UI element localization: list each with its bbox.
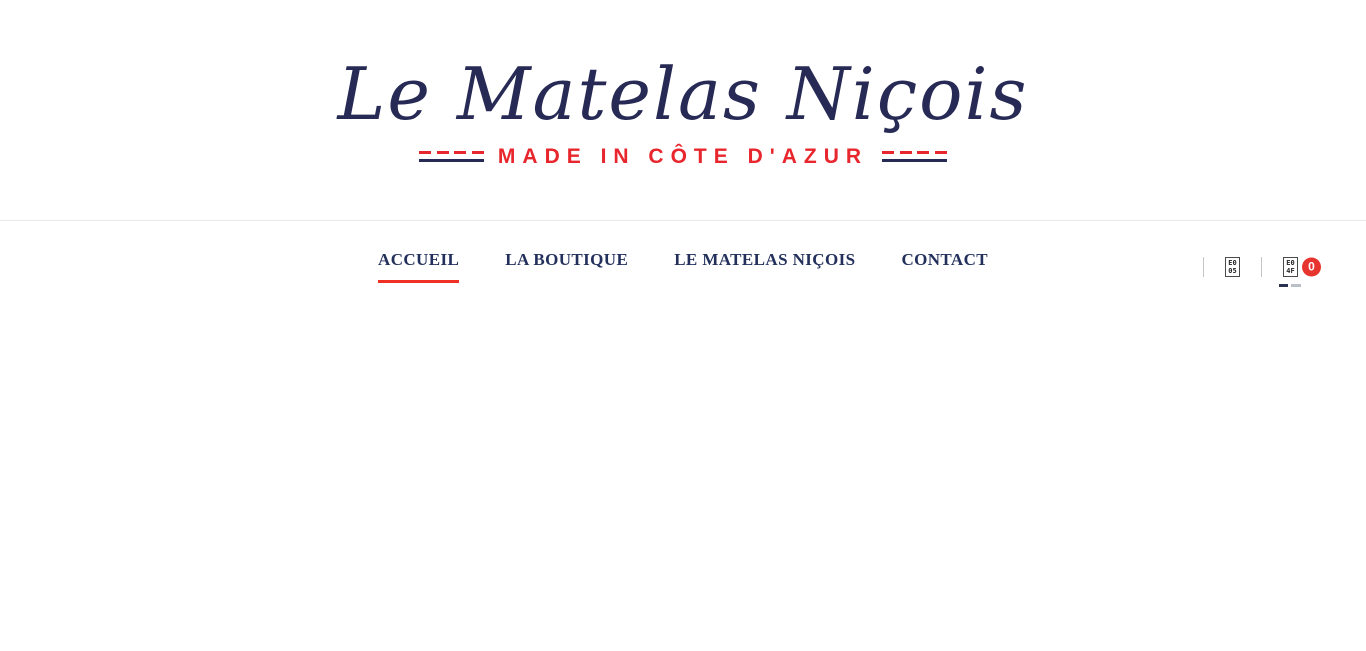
- search-icon: E0 05: [1225, 257, 1240, 277]
- site-header: [0, 0, 1366, 221]
- nav-menu: [378, 250, 988, 283]
- search-button[interactable]: [1204, 257, 1261, 277]
- page-content: [0, 312, 1366, 651]
- nav-item-contact[interactable]: CONTACT: [901, 250, 988, 269]
- cart-count-badge[interactable]: 0: [1302, 257, 1321, 276]
- nav-item-accueil[interactable]: ACCUEIL: [378, 250, 459, 283]
- tagline-ornament-right: [882, 151, 947, 162]
- cart-button[interactable]: [1262, 257, 1342, 277]
- main-navigation: [0, 221, 1366, 312]
- cart-dashes: [1279, 284, 1301, 287]
- tagline-ornament-left: [419, 151, 484, 162]
- site-logo[interactable]: Le Matelas Niçois: [337, 52, 1029, 137]
- nav-item-le-matelas-nicois[interactable]: LE MATELAS NIÇOIS: [674, 250, 856, 269]
- logo-tagline: MADE IN CÔTE D'AZUR: [497, 144, 869, 168]
- nav-utilities: [1203, 257, 1342, 277]
- logo-tagline-row: [419, 145, 947, 169]
- nav-item-la-boutique[interactable]: LA BOUTIQUE: [505, 250, 629, 269]
- cart-icon: E0 4F: [1283, 257, 1298, 277]
